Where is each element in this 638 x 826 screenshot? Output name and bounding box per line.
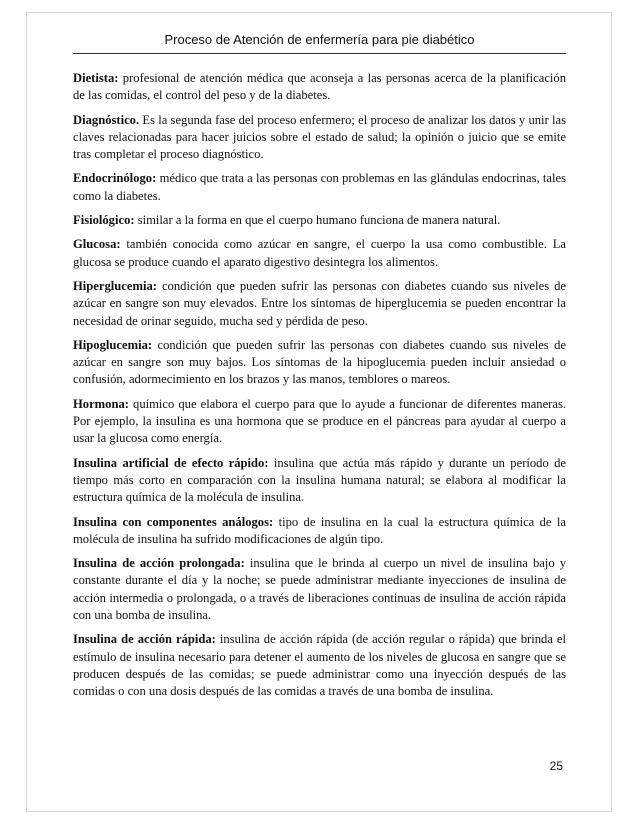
entry-definition: condición que pueden sufrir las personas con diabetes cuando sus niveles de azúcar en sangre son muy bajos. Los síntomas de la hipoglucemia pueden incluir ansiedad o confusión, adormecimiento en los brazos y las manos, temblores o mareos. [73,337,566,387]
entry-term: Hormona: [73,396,129,411]
entry-term: Dietista: [73,71,119,85]
entry-definition: insulina que le brinda al cuerpo un nivel de insulina bajo y constante durante el día y la noche; se puede administrar mediante inyecciones de insulina de acción intermedia o prolongada, o a través de liberaciones continuas de insulina de acción rápida con una bomba de insulina. [73,556,567,623]
entry-term: Insulina artificial de efecto rápido: [73,455,269,470]
entry-term: Diagnóstico. [73,112,140,127]
entry-definition: químico que elabora el cuerpo para que lo ayude a funcionar de diferentes maneras. Por ejemplo, la insulina es una hormona que se produce en el páncreas para ayudar al cuerpo a usar la glucosa como energía. [73,396,567,446]
entry-definition: insulina que actúa más rápido y durante un período de tiempo más corto en comparación con la insulina humana natural; se elabora al modificar la estructura química de la molécula de insulina. [73,455,567,505]
entry-term: Hipoglucemia: [73,337,153,352]
entry-definition: también conocida como azúcar en sangre, el cuerpo la usa como combustible. La glucosa se produce cuando el aparato digestivo desintegra los alimentos. [73,237,566,269]
glossary-entry-dietista [73,70,566,105]
glossary-entry-insulina-analogos [73,514,566,549]
entry-definition: médico que trata a las personas con problemas en las glándulas endocrinas, tales como la diabetes. [73,171,566,203]
glossary-entry-diagnostico [73,112,566,164]
entry-definition: tipo de insulina en la cual la estructura química de la molécula de insulina ha sufrido modificaciones de algún tipo. [73,514,566,546]
entry-term: Endocrinólogo: [73,171,157,186]
glossary-entry-insulina-prolongada [73,555,566,624]
page-number: 25 [549,759,563,773]
glossary-entry-insulina-artificial [73,455,566,507]
glossary-entry-hormona [73,396,566,448]
entry-definition: condición que pueden sufrir las personas con diabetes cuando sus niveles de azúcar en sangre son muy elevados. Entre los síntomas de hiperglucemia se pueden encontrar la necesidad de orinar seguido, mucha sed y pérdida de peso. [73,278,566,328]
entry-term: Insulina de acción prolongada: [73,556,245,571]
header-rule [73,53,566,54]
entry-definition: similar a la forma en que el cuerpo humano funciona de manera natural. [137,213,501,228]
glossary-entry-insulina-rapida [73,631,566,700]
entry-term: Insulina de acción rápida: [73,632,216,647]
entry-term: Hiperglucemia: [73,278,157,293]
glossary-entry-fisiologico [73,212,566,229]
glossary-entry-hiperglucemia [73,278,566,330]
page-header-title: Proceso de Atención de enfermería para pie diabético [164,32,475,47]
entry-term: Glucosa: [73,237,121,252]
glossary-entry-glucosa [73,236,566,271]
glossary-entry-hipoglucemia [73,337,566,389]
glossary-entries [73,70,566,708]
entry-term: Fisiológico: [73,213,135,228]
entry-definition: profesional de atención médica que aconseja a las personas acerca de la planificación de las comidas, el control del peso y de la diabetes. [73,71,567,103]
entry-definition: Es la segunda fase del proceso enfermero; el proceso de analizar los datos y unir las claves relacionadas para hacer juicios sobre el estado de salud; la opinión o juicio que se emite tras completar el proceso diagnóstico. [73,112,566,162]
entry-term: Insulina con componentes análogos: [73,514,274,529]
glossary-entry-endocrinologo [73,170,566,205]
entry-definition: insulina de acción rápida (de acción regular o rápida) que brinda el estímulo de insulina necesario para detener el aumento de los niveles de glucosa en sangre que se producen después de las comidas; se puede administrar como una inyección después de las comidas o con una dosis después de las comidas a través de una bomba de insulina. [73,632,567,699]
